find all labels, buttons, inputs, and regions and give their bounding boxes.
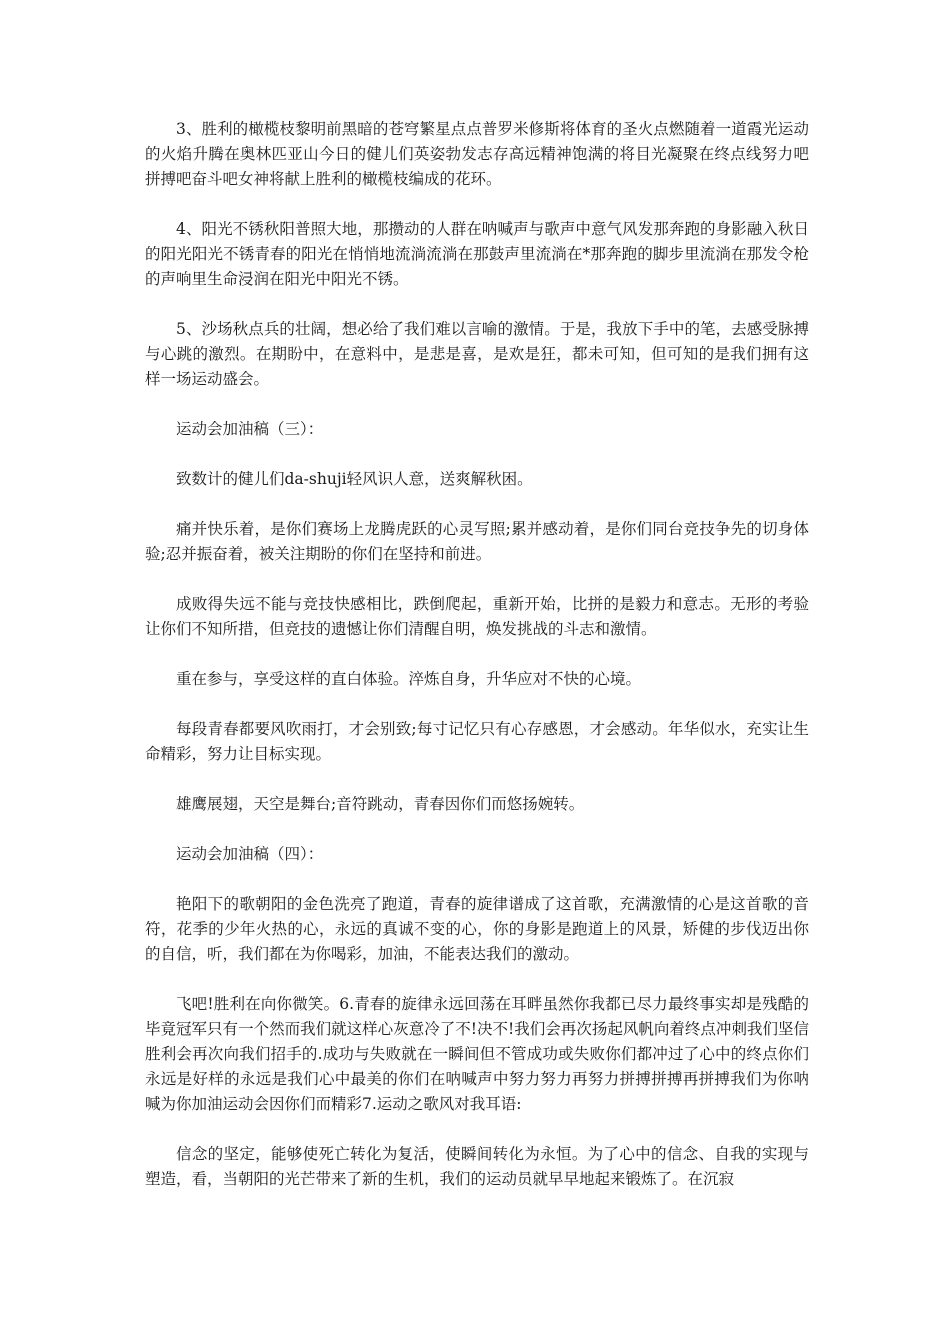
section-heading-four: 运动会加油稿（四）：	[176, 845, 324, 863]
paragraph-item-4: 4、阳光不锈秋阳普照大地，那攒动的人群在呐喊声与歌声中意气风发那奔跑的身影融入秋日的阳光阳光不锈青春的阳光在悄悄地流淌流淌在那鼓声里流淌在*那奔跑的脚步里流淌在那发令枪的声响里生命浸润在阳光中阳光不锈。	[145, 220, 809, 288]
paragraph-song: 艳阳下的歌朝阳的金色洗亮了跑道，青春的旋律谱成了这首歌，充满激情的心是这首歌的音符，花季的少年火热的心，永远的真诚不变的心，你的身影是跑道上的风景，矫健的步伐迈出你的自信，听，我们都在为你喝彩，加油，不能表达我们的激动。	[145, 895, 809, 963]
paragraph-success-failure: 成败得失远不能与竞技快感相比，跌倒爬起，重新开始，比拼的是毅力和意志。无形的考验让你们不知所措，但竞技的遗憾让你们清醒自明，焕发挑战的斗志和激情。	[145, 595, 809, 638]
paragraph-item-3: 3、胜利的橄榄枝黎明前黑暗的苍穹繁星点点普罗米修斯将体育的圣火点燃随着一道霞光运动的火焰升腾在奥林匹亚山今日的健儿们英姿勃发志存高远精神饱满的将目光凝聚在终点线努力吧拼搏吧奋斗吧女神将献上胜利的橄榄枝编成的花环。	[145, 120, 809, 188]
paragraph-joy-and-pain: 痛并快乐着，是你们赛场上龙腾虎跃的心灵写照;累并感动着，是你们同台竞技争先的切身体验;忍并振奋着，被关注期盼的你们在坚持和前进。	[145, 520, 809, 563]
paragraph-greeting: 致数计的健儿们da-shuji轻风识人意，送爽解秋困。	[176, 470, 533, 488]
section-heading-three: 运动会加油稿（三）：	[176, 420, 324, 438]
document-page	[145, 117, 809, 1217]
paragraph-eagle: 雄鹰展翅，天空是舞台;音符跳动，青春因你们而悠扬婉转。	[176, 795, 585, 813]
paragraph-fly: 飞吧!胜利在向你微笑。6.青春的旋律永远回荡在耳畔虽然你我都已尽力最终事实却是残酷的毕竟冠军只有一个然而我们就这样心灰意冷了不!决不!我们会再次扬起风帆向着终点冲刺我们坚信胜利会再次向我们招手的.成功与失败就在一瞬间但不管成功或失败你们都冲过了心中的终点你们永远是好样的永远是我们心中最美的你们在呐喊声中努力努力再努力拼搏拼搏再拼搏我们为你呐喊为你加油运动会因你们而精彩7.运动之歌风对我耳语:	[145, 995, 809, 1113]
paragraph-belief: 信念的坚定，能够使死亡转化为复活，使瞬间转化为永恒。为了心中的信念、自我的实现与塑造，看，当朝阳的光芒带来了新的生机，我们的运动员就早早地起来锻炼了。在沉寂	[145, 1145, 809, 1188]
paragraph-participation: 重在参与，享受这样的直白体验。淬炼自身，升华应对不快的心境。	[176, 670, 642, 688]
paragraph-youth: 每段青春都要风吹雨打，才会别致;每寸记忆只有心存感恩，才会感动。年华似水，充实让生命精彩，努力让目标实现。	[145, 720, 809, 763]
paragraph-item-5: 5、沙场秋点兵的壮阔，想必给了我们难以言喻的激情。于是，我放下手中的笔，去感受脉搏与心跳的激烈。在期盼中，在意料中，是悲是喜，是欢是狂，都未可知，但可知的是我们拥有这样一场运动盛会。	[145, 320, 809, 388]
